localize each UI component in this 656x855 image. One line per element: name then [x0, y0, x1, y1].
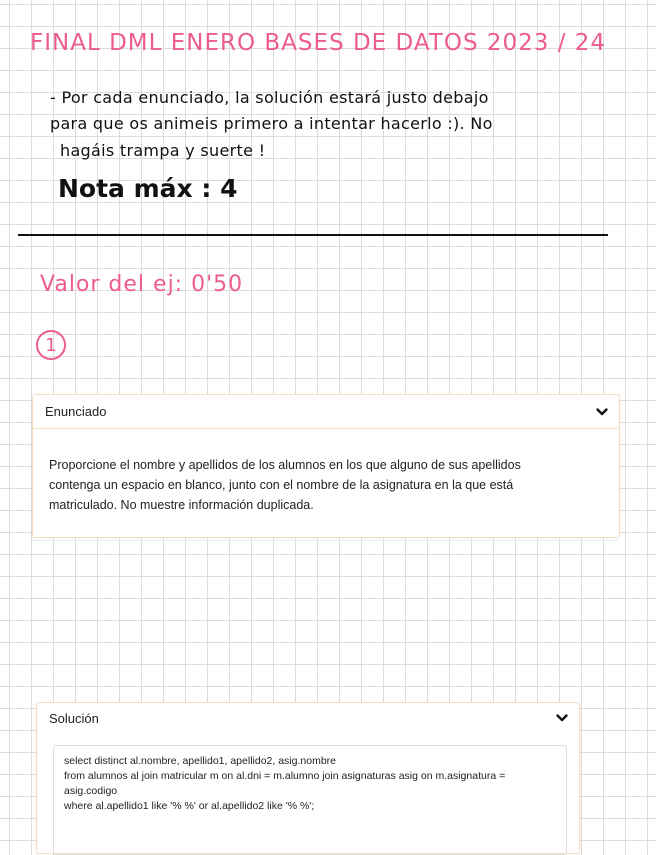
solution-code	[53, 745, 567, 855]
document-title: FINAL DML ENERO BASES DE DATOS 2023 / 24	[30, 30, 607, 56]
solucion-label: Solución	[49, 710, 99, 726]
panel-strip	[32, 540, 618, 547]
enunciado-label: Enunciado	[45, 404, 107, 419]
intro-line-1: - Por cada enunciado, la solución estará justo debajo	[50, 88, 489, 107]
chevron-down-icon[interactable]	[555, 711, 569, 725]
enunciado-text	[49, 455, 579, 515]
enunciado-header[interactable]	[33, 395, 619, 429]
intro-line-2: para que os animeis primero a intentar hacerlo :). No	[50, 114, 493, 133]
enunciado-panel	[32, 394, 620, 538]
divider	[18, 234, 608, 236]
enunciado-line: Proporcione el nombre y apellidos de los alumnos en los que alguno de sus apellidos	[49, 458, 521, 472]
exercise-value: Valor del ej: 0'50	[40, 272, 244, 297]
enunciado-line: contenga un espacio en blanco, junto con el nombre de la asignatura en la que está	[49, 478, 514, 492]
solucion-header[interactable]	[37, 703, 579, 733]
code-line: from alumnos al join matricular m on al.dni = m.alumno join asignaturas asig on m.asignatura =	[64, 770, 506, 782]
solucion-panel	[36, 702, 580, 854]
code-line: select distinct al.nombre, apellido1, apellido2, asig.nombre	[64, 755, 336, 767]
intro-line-3: hagáis trampa y suerte !	[60, 141, 266, 160]
max-grade: Nota máx : 4	[58, 174, 238, 203]
exercise-number: 1	[36, 330, 66, 360]
chevron-down-icon[interactable]	[595, 405, 609, 419]
code-line: asig.codigo	[64, 785, 118, 797]
code-line: where al.apellido1 like '% %' or al.apellido2 like '% %';	[64, 800, 315, 812]
enunciado-line: matriculado. No muestre información duplicada.	[49, 498, 314, 512]
